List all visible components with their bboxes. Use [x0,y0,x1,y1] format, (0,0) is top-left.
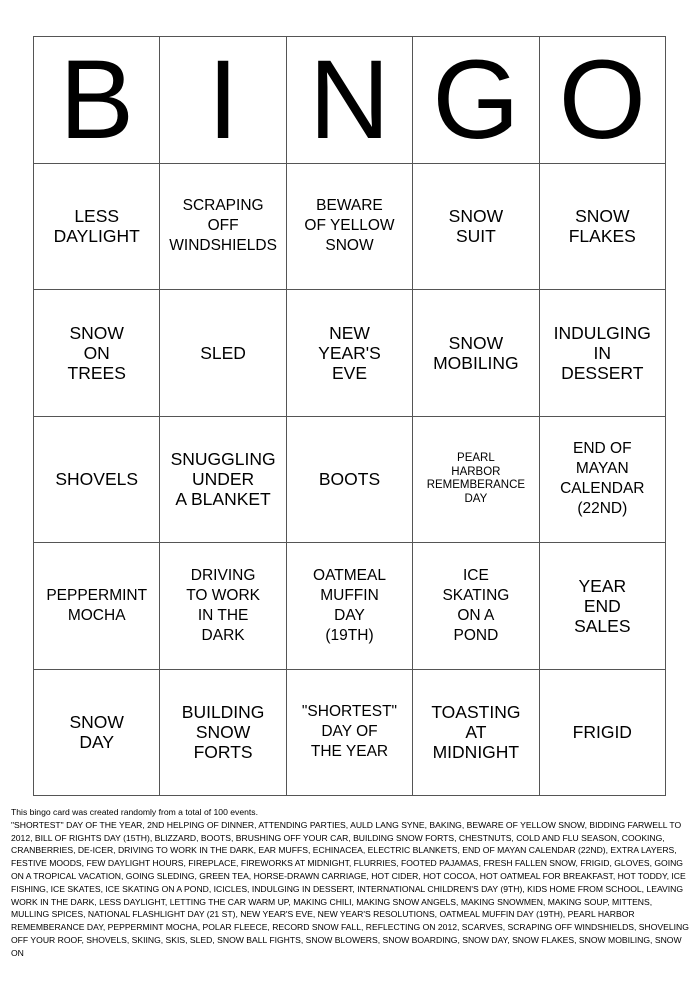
bingo-square [540,164,666,291]
bingo-square [413,417,539,544]
bingo-square-text: ICE SKATING ON A POND [442,566,510,644]
bingo-square [34,670,160,797]
bingo-square [34,164,160,291]
bingo-square-text: NEW YEAR'S EVE [318,322,381,383]
bingo-square [34,290,160,417]
bingo-square-text: PEARL HARBOR REMEMBERANCE DAY [426,452,526,505]
bingo-square-text: SLED [200,342,246,363]
bingo-square [160,543,286,670]
bingo-square [160,670,286,797]
bingo-square-text: SNOW MOBILING [433,332,519,373]
bingo-square [287,164,413,291]
bingo-square [540,417,666,544]
bingo-square [413,290,539,417]
bingo-square-text: BOOTS [318,469,381,490]
header-letter-o: O [540,37,666,164]
bingo-square-text: BUILDING SNOW FORTS [181,702,265,763]
bingo-square [540,670,666,797]
bingo-square-text: SNOW SUIT [448,206,504,247]
bingo-square-text: SCRAPING OFF WINDSHIELDS [169,197,277,255]
bingo-square-text: OATMEAL MUFFIN DAY (19TH) [313,566,386,644]
bingo-square-text: SNOW ON TREES [67,322,126,383]
bingo-square-text: YEAR END SALES [574,575,631,636]
bingo-card [33,36,666,796]
bingo-square-text: FRIGID [572,722,632,743]
bingo-square-text: INDULGING IN DESSERT [553,322,651,383]
bingo-square [287,670,413,797]
bingo-square [540,543,666,670]
bingo-square [160,164,286,291]
bingo-square-text: SHOVELS [55,469,139,490]
header-letter-n: N [287,37,413,164]
footer-intro: This bingo card was created randomly from a total of 100 events. [11,807,258,817]
bingo-square [287,417,413,544]
event-list-footer [11,806,691,960]
bingo-square [287,290,413,417]
bingo-square [413,670,539,797]
bingo-square [34,417,160,544]
bingo-square [413,543,539,670]
footer-event-list: "SHORTEST" DAY OF THE YEAR, 2ND HELPING OF DINNER, ATTENDING PARTIES, AULD LANG SYNE, BAKING, BEWARE OF YELLOW SNOW, BIDDING FARWELL TO 2012, BILL OF RIGHTS DAY (15TH), BLIZZARD, BOOTS, BRUSHING OFF YOUR CAR, BUILDING SNOW FORTS, CHESTNUTS, COLD AND FLU SEASON, COOKING, CRANBERRIES, DE-ICER, DRIVING TO WORK IN THE DARK, EAR MUFFS, ECHINACEA, ELECTRIC BLANKETS, END OF MAYAN CALENDAR (22ND), EXTRA LAYERS, FESTIVE MOODS, FEW DAYLIGHT HOURS, FIREPLACE, FIREWORKS AT MIDNIGHT, FLURRIES, FOOTED PAJAMAS, FRESH FALLEN SNOW, FRIGID, GLOVES, GOING ON A TROPICAL VACATION, GOING SLEDING, GREEN TEA, HORSE-DRAWN CARRIAGE, HOT CIDER, HOT COCOA, HOT OATMEAL FOR BREAKFAST, HOT TODDY, ICE FISHING, ICE SKATES, ICE SKATING ON A POND, ICICLES, INDULGING IN DESSERT, INTERNATIONAL CHILDREN'S DAY (9TH), KIDS HOME FROM SCHOOL, LEAVING WORK IN THE DARK, LESS DAYLIGHT, LETTING THE CAR WARM UP, MAKING CHILI, MAKING SNOW ANGELS, MAKING SNOWMEN, MAKING SOUP, MITTENS, MULLING SPICES, NATIONAL FLASHLIGHT DAY (21 ST), NEW YEAR'S EVE, NEW YEAR'S RESOLUTIONS, OATMEAL MUFFIN DAY (19TH), PEARL HARBOR REMEMBERANCE DAY, PEPPERMINT MOCHA, POLAR FLEECE, RECORD SNOW FALL, REFLECTING ON 2012, SCARVES, SCRAPING OFF WINDSHIELDS, SHOVELING OFF YOUR ROOF, SHOVELS, SKIING, SKIS, SLED, SNOW BALL FIGHTS, SNOW BLOWERS, SNOW BOARDING, SNOW DAY, SNOW FLAKES, SNOW MOBILING, SNOW ON [11,819,689,958]
bingo-square-text: DRIVING TO WORK IN THE DARK [186,566,260,644]
bingo-square [34,543,160,670]
bingo-square-text: LESS DAYLIGHT [53,206,140,247]
bingo-square [160,417,286,544]
bingo-square-text: "SHORTEST" DAY OF THE YEAR [301,703,398,761]
bingo-square-text: SNUGGLING UNDER A BLANKET [170,449,276,510]
header-letter-i: I [160,37,286,164]
bingo-square [413,164,539,291]
header-letter-g: G [413,37,539,164]
bingo-square-text: SNOW FLAKES [568,206,636,247]
bingo-square-text: SNOW DAY [69,712,124,753]
bingo-square [540,290,666,417]
bingo-square-text: PEPPERMINT MOCHA [46,586,148,624]
bingo-square [160,290,286,417]
bingo-square-text: TOASTING AT MIDNIGHT [431,702,521,763]
header-letter-b: B [34,37,160,164]
bingo-square [287,543,413,670]
bingo-square-text: END OF MAYAN CALENDAR (22ND) [560,440,645,518]
bingo-square-text: BEWARE OF YELLOW SNOW [304,197,395,255]
